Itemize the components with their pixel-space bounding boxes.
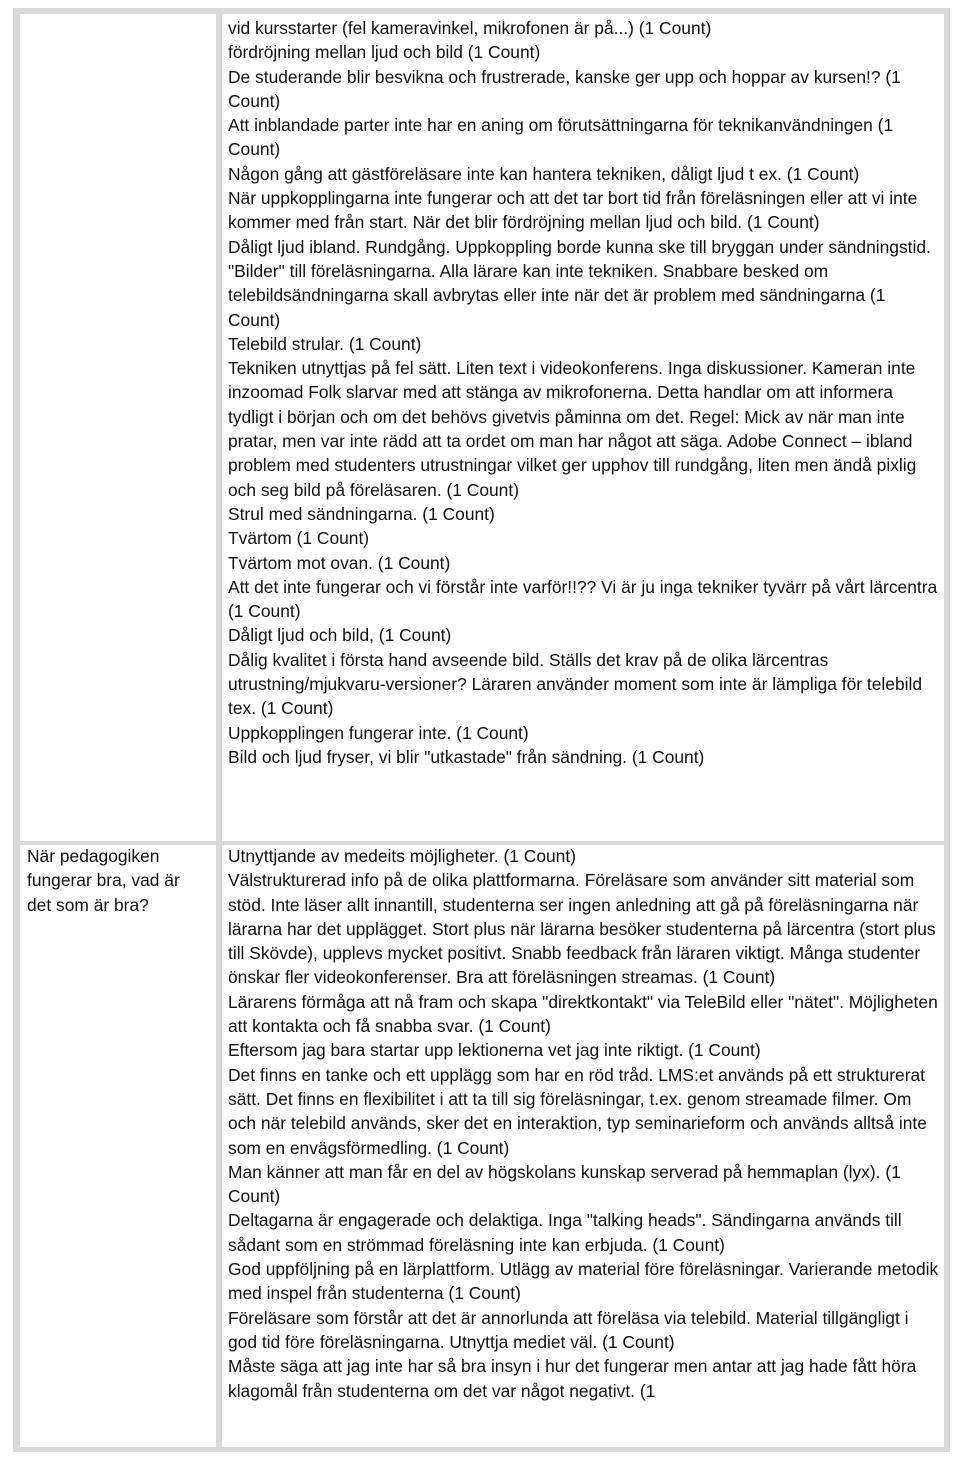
response-item: Att inblandade parter inte har en aning om förutsättningarna för teknikanvändningen (1 Count) (228, 115, 894, 160)
response-item: Dåligt ljud ibland. Rundgång. Uppkoppling borde kunna ske till bryggan under sändningstid. "Bilder" till föreläsningarna. Alla lärare kan inte tekniken. Snabbare besked om telebildsändningarna skall avbrytas eller inte när det är problem med sändningarna (1 Count) (228, 236, 931, 330)
response-item: Strul med sändningarna. (1 Count) (228, 503, 495, 524)
response-item: fördröjning mellan ljud och bild (1 Count) (228, 42, 541, 63)
response-item: Bild och ljud fryser, vi blir "utkastade" från sändning. (1 Count) (228, 746, 705, 767)
response-item: Måste säga att jag inte har så bra insyn i hur det fungerar men antar att jag hade fått höra klagomål från studenterna om det var något negativt. (1 (228, 1356, 917, 1401)
response-item: vid kursstarter (fel kameravinkel, mikrofonen är på...) (1 Count) (228, 18, 712, 38)
response-item: De studerande blir besvikna och frustrerade, kanske ger upp och hoppar av kursen!? (1 Count) (228, 66, 901, 111)
response-item: Uppkopplingen fungerar inte. (1 Count) (228, 722, 529, 743)
question-cell-empty (20, 14, 216, 841)
response-item: God uppföljning på en lärplattform. Utlägg av material före föreläsningar. Varierande metodik med inspel från studenterna (1 Count) (228, 1259, 939, 1304)
response-list-problems (228, 16, 942, 769)
response-item: Tvärtom (1 Count) (228, 528, 370, 549)
response-item: Välstrukturerad info på de olika plattformarna. Föreläsare som använder sitt material som stöd. Inte läser allt innantill, studenterna ser ingen anledning att gå på föreläsningarna när lärarna har det upplägget. Stort plus när lärarna besöker studenterna på lärcentra (stort plus till Skövde), upplevs mycket positivt. Snabb feedback från läraren viktigt. Många studenter önskar fler videokonferenser. Bra att föreläsningen streamas. (1 Count) (228, 870, 936, 988)
response-item: Det finns en tanke och ett upplägg som har en röd tråd. LMS:et används på ett strukturerat sätt. Det finns en flexibilitet i att ta till sig föreläsningar, t.ex. genom streamade filmer. Om och när telebild används, sker det en interaktion, typ seminarieform och används alltså inte som en envägsförmedling. (1 Count) (228, 1064, 927, 1158)
response-item: Lärarens förmåga att nå fram och skapa "direktkontakt" via TeleBild eller "nätet". Möjligheten att kontakta och få snabba svar. (1 Count) (228, 991, 938, 1037)
response-item: Att det inte fungerar och vi förstår inte varför!!?? Vi är ju inga tekniker tyvärr på vårt lärcentra (1 Count) (228, 576, 938, 622)
response-item: Tvärtom mot ovan. (1 Count) (228, 552, 451, 573)
response-item: Någon gång att gästföreläsare inte kan hantera tekniken, dåligt ljud t ex. (1 Count) (228, 163, 860, 184)
response-item: Utnyttjande av medeits möjligheter. (1 Count) (228, 846, 576, 866)
question-text: När pedagogiken fungerar bra, vad är det som är bra? (27, 846, 180, 915)
response-item: Eftersom jag bara startar upp lektionerna vet jag inte riktigt. (1 Count) (228, 1040, 761, 1061)
response-item: Man känner att man får en del av högskolans kunskap serverad på hemmaplan (lyx). (1 Count) (228, 1161, 901, 1207)
question-cell (20, 845, 216, 1447)
response-list-good-pedagogy (228, 844, 942, 1403)
response-item: Föreläsare som förstår att det är annorlunda att föreläsa via telebild. Material tillgängligt i god tid före föreläsningarna. Utnyttja mediet väl. (1 Count) (228, 1307, 909, 1352)
response-item: Tekniken utnyttjas på fel sätt. Liten text i videokonferens. Inga diskussioner. Kameran inte inzoomad Folk slarvar med att stänga av mikrofonerna. Detta handlar om att informera tydligt i början och om det behövs givetvis påminna om det. Regel: Mick av när man inte pratar, men var inte rädd att ta ordet om man har något att säga. Adobe Connect – ibland problem med studenters utrustningar vilket ger upphov till rundgång, liten men ändå pixlig och seg bild på föreläsaren. (1 Count) (228, 358, 917, 500)
response-item: Telebild strular. (1 Count) (228, 333, 422, 354)
response-item: När uppkopplingarna inte fungerar och att det tar bort tid från föreläsningen eller att vi inte kommer med från start. När det blir fördröjning mellan ljud och bild. (1 Count) (228, 188, 918, 233)
response-item: Dålig kvalitet i första hand avseende bild. Ställs det krav på de olika lärcentras utrustning/mjukvaru-versioner? Läraren använder moment som inte är lämpliga för telebild tex. (1 Count) (228, 649, 923, 719)
response-item: Deltagarna är engagerade och delaktiga. Inga "talking heads". Sändingarna används till sådant som en strömmad föreläsning inte kan erbjuda. (1 Count) (228, 1210, 902, 1255)
response-item: Dåligt ljud och bild, (1 Count) (228, 625, 452, 646)
